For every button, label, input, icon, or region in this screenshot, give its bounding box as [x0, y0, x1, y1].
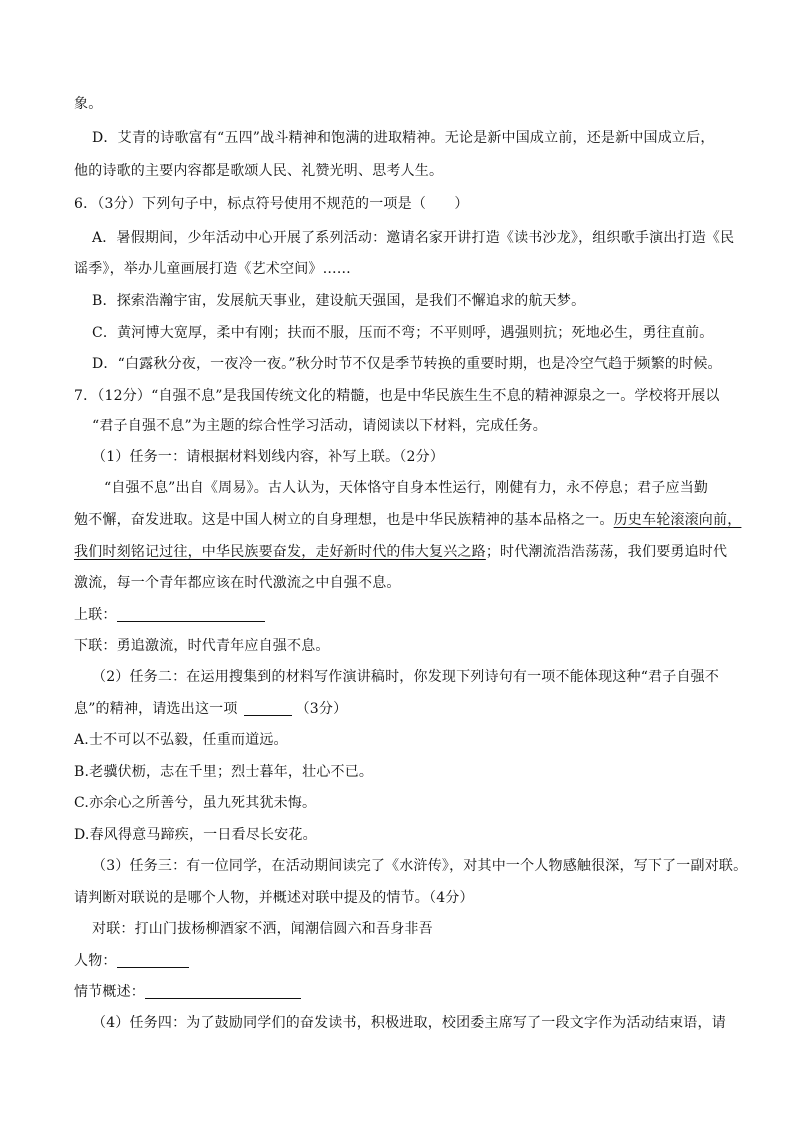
option-d-line-1: D．艾青的诗歌富有“五四”战斗精神和饱满的进取精神。无论是新中国成立前，还是新中国成立后， [92, 130, 715, 146]
task-2-score: （3分） [295, 701, 348, 717]
character-label: 人物： [74, 953, 117, 969]
task-2-option-d: D.春风得意马蹄疾，一日看尽长安花。 [74, 827, 317, 843]
task-1-heading: （1）任务一：请根据材料划线内容，补写上联。（2分） [92, 449, 445, 465]
plot-summary-row [74, 982, 301, 1002]
underlined-text: 历史车轮滚滚向前， [613, 512, 742, 528]
text-line: 象。 [74, 96, 103, 112]
plot-summary-label: 情节概述： [74, 984, 145, 1000]
character-answer-blank[interactable] [117, 953, 189, 968]
task-3-heading-line-1: （3）任务三：有一位同学，在活动期间读完了《水浒传》，对其中一个人物感触很深，写下了一副对联。 [92, 858, 748, 874]
question-6-stem: 6．（3分）下列句子中，标点符号使用不规范的一项是（ ） [74, 196, 469, 212]
plot-summary-answer-blank[interactable] [145, 984, 301, 999]
task-2-option-b: B.老骥伏枥，志在千里；烈士暮年，壮心不已。 [74, 764, 374, 780]
upper-couplet-label: 上联： [74, 607, 117, 623]
task-2-option-c: C.亦余心之所善兮，虽九死其犹未悔。 [74, 795, 317, 811]
material-text: ；时代潮流浩浩荡荡，我们要勇追时代 [485, 544, 728, 560]
question-7-stem-line-2: “君子自强不息”为主题的综合性学习活动，请阅读以下材料，完成任务。 [92, 418, 547, 434]
task-2-heading-line-2 [74, 699, 347, 719]
question-7-stem-line-1: 7．（12分）“自强不息”是我国传统文化的精髓，也是中华民族生生不息的精神源泉之一。学校将开展以 [74, 388, 720, 404]
material-text: 勉不懈，奋发进取。这是中国人树立的自身理想，也是中华民族精神的基本品格之一。 [74, 512, 614, 528]
q6-option-b: B．探索浩瀚宇宙，发展航天事业，建设航天强国，是我们不懈追求的航天梦。 [92, 293, 586, 309]
material-line-1: “自强不息”出自《周易》。古人认为，天体恪守自身本性运行，刚健有力，永不停息；君子应当勤 [104, 480, 709, 496]
q6-option-c: C．黄河博大宽厚，柔中有刚；扶而不服，压而不弯；不平则呼，遇强则抗；死地必生，勇往直前。 [92, 325, 714, 341]
option-d-line-2: 他的诗歌的主要内容都是歌颂人民、礼赞光明、思考人生。 [74, 163, 444, 179]
task-2-option-a: A.士不可以不弘毅，任重而道远。 [74, 732, 288, 748]
character-row [74, 951, 189, 971]
upper-couplet-answer-blank[interactable] [117, 607, 265, 622]
task-4-heading: （4）任务四：为了鼓励同学们的奋发读书，积极进取，校团委主席写了一段文字作为活动结束语，请 [92, 1015, 726, 1031]
material-line-4: 激流，每一个青年都应该在时代激流之中自强不息。 [74, 575, 401, 591]
material-line-3 [74, 542, 727, 562]
q6-option-d: D．“白露秋分夜，一夜冷一夜。”秋分时节不仅是季节转换的重要时期，也是冷空气趋于频繁的时候。 [92, 356, 722, 372]
q6-option-a-line-1: A．暑假期间，少年活动中心开展了系列活动：邀请名家开讲打造《读书沙龙》，组织歌手演出打造《民 [92, 230, 735, 246]
lower-couplet: 下联：勇追激流，时代青年应自强不息。 [74, 638, 330, 654]
couplet-text: 对联：打山门拔杨柳酒家不洒，闻潮信圆六和吾身非吾 [92, 921, 433, 937]
q6-option-a-line-2: 谣季》，举办儿童画展打造《艺术空间》…… [74, 261, 351, 277]
task-2-answer-blank[interactable] [244, 701, 292, 716]
task-2-heading-line-1: （2）任务二：在运用搜集到的材料写作演讲稿时，你发现下列诗句有一项不能体现这种“君子自强不 [92, 669, 720, 685]
task-3-heading-line-2: 请判断对联说的是哪个人物，并概述对联中提及的情节。（4分） [74, 890, 474, 906]
underlined-text: 我们时刻铭记过往，中华民族要奋发，走好新时代的伟大复兴之路 [74, 544, 486, 560]
upper-couplet-row [74, 605, 265, 625]
material-line-2 [74, 510, 741, 530]
task-2-text: 息”的精神，请选出这一项 [74, 701, 238, 717]
